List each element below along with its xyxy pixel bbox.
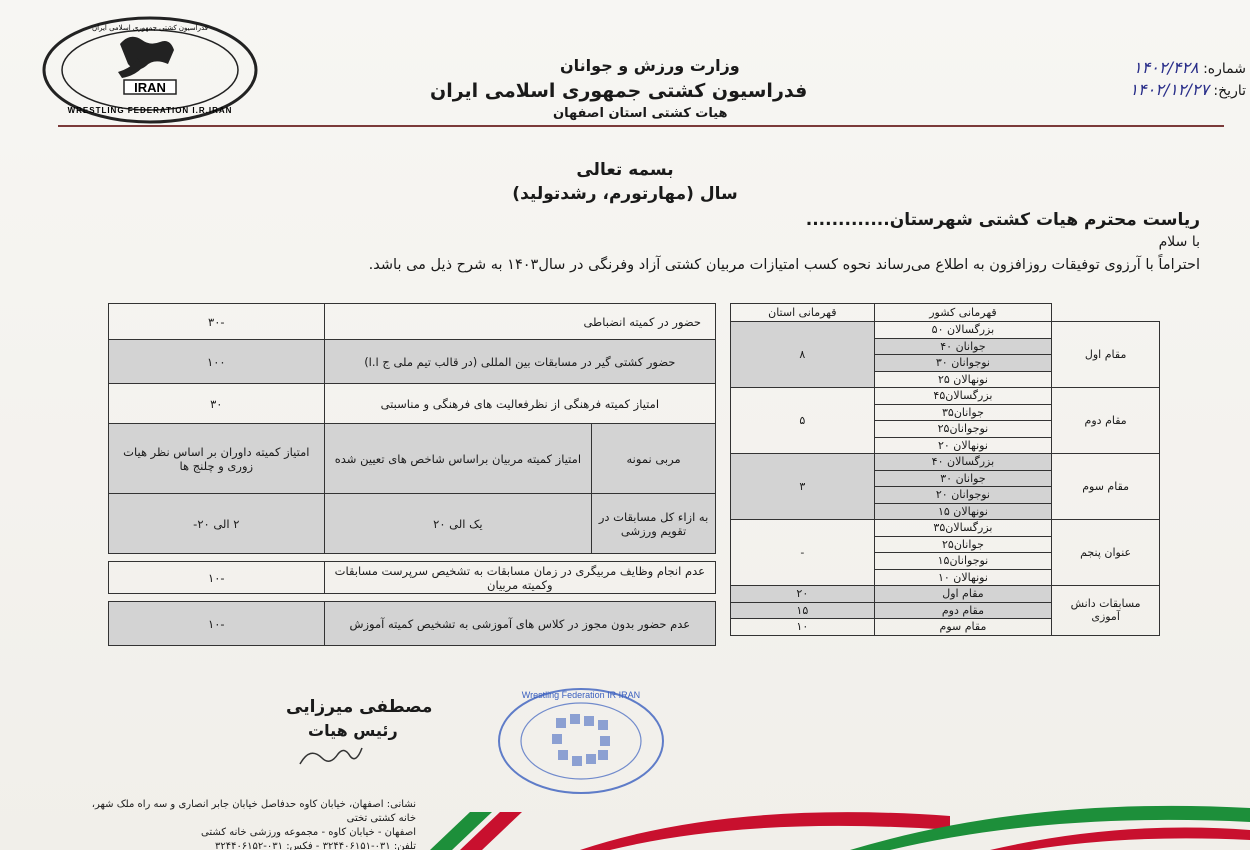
- greeting: با سلام: [1158, 234, 1200, 250]
- model-coach-label: مربی نمونه: [592, 424, 716, 494]
- ministry-name: وزارت ورزش و جوانان: [560, 56, 740, 75]
- address-line: اصفهان - خیابان کاوه - مجموعه ورزشی خانه کشتی: [201, 827, 416, 838]
- province-points: ۸: [731, 322, 875, 388]
- category-cell: نوجوانان ۳۰: [874, 355, 1052, 372]
- category-cell: جوانان ۴۰: [874, 338, 1052, 355]
- col-province-header: قهرمانی استان: [731, 304, 875, 322]
- category-cell: بزرگسالان۳۵: [874, 520, 1052, 537]
- referees-range: ۲ الی ۲۰-: [109, 494, 325, 554]
- duties-label: عدم انجام وظایف مربیگری در زمان مسابقات به تشخیص سرپرست مسابقات وکمیته مربیان: [324, 562, 715, 594]
- category-cell: جوانان۳۵: [874, 404, 1052, 421]
- logo-country: IRAN: [134, 80, 166, 95]
- category-cell: بزرگسالان ۵۰: [874, 322, 1052, 339]
- rank-cell: مقام دوم: [1052, 388, 1160, 454]
- letter-date: [1129, 80, 1246, 99]
- absence-value: -۱۰: [109, 602, 325, 646]
- official-stamp: [466, 686, 696, 796]
- bonus-penalty-table: [108, 303, 716, 646]
- signatory-name: مصطفی میرزایی: [286, 697, 433, 717]
- category-cell: نونهالان ۱۵: [874, 503, 1052, 520]
- student-rank: مقام سوم: [874, 619, 1052, 636]
- absence-label: عدم حضور بدون مجوز در کلاس های آموزشی به تشخیص کمیته آموزش: [324, 602, 715, 646]
- category-cell: نونهالان ۲۵: [874, 371, 1052, 388]
- stamp-text: Wrestling Federation IR IRAN: [521, 690, 641, 700]
- phone-fax-line: تلفن: ۰۳۱-۳۲۴۴۰۶۱۵۱ - فکس: ۰۳۱-۳۲۴۴۰۶۱۵۲: [214, 841, 416, 850]
- student-points: ۱۰: [731, 619, 875, 636]
- category-cell: نوجوانان ۲۰: [874, 487, 1052, 504]
- rank-cell: مقام اول: [1052, 322, 1160, 388]
- coaches-range: یک الی ۲۰: [324, 494, 592, 554]
- referees-committee-label: امتیاز کمیته داوران بر اساس نظر هیات زوری و چلنج ها: [109, 424, 325, 494]
- duties-value: -۱۰: [109, 562, 325, 594]
- number-label: شماره:: [1203, 61, 1246, 77]
- province-points: ۵: [731, 388, 875, 454]
- address-line: نشانی: اصفهان، خیابان کاوه حدفاصل خیابان جابر انصاری و سه راه ملک شهر، خانه کشتی تختی: [91, 799, 416, 824]
- category-cell: بزرگسالان ۴۰: [874, 454, 1052, 471]
- year-title: سال (مهارتورم، رشدتولید): [512, 184, 738, 204]
- coaches-committee-label: امتیاز کمیته مربیان براساس شاخص های تعیین شده: [324, 424, 592, 494]
- handwritten-signature: [296, 742, 366, 776]
- discipline-label: حضور در کمیته انضباطی: [324, 304, 715, 340]
- category-cell: جوانان ۳۰: [874, 470, 1052, 487]
- student-rank: مقام دوم: [874, 602, 1052, 619]
- student-label: مسابقات دانش آموزی: [1052, 586, 1160, 636]
- category-cell: نوجوانان۲۵: [874, 421, 1052, 438]
- header-divider: [58, 125, 1224, 127]
- category-cell: بزرگسالان۴۵: [874, 388, 1052, 405]
- student-points: ۱۵: [731, 602, 875, 619]
- cultural-label: امتیاز کمیته فرهنگی از نظرفعالیت های فرهنگی و مناسبتی: [324, 384, 715, 424]
- federation-logo: [42, 14, 264, 126]
- international-label: حضور کشتی گیر در مسابقات بین المللی (در قالب تیم ملی ج ا.ا): [324, 340, 715, 384]
- province-points: ۳: [731, 454, 875, 520]
- footer-address: [76, 798, 416, 850]
- category-cell: نونهالان ۲۰: [874, 437, 1052, 454]
- category-cell: جوانان۲۵: [874, 536, 1052, 553]
- logo-ring-text: فدراسیون کشتی جمهوری اسلامی ایران: [92, 24, 208, 32]
- date-label: تاریخ:: [1213, 83, 1246, 99]
- championship-points-table: [730, 303, 1160, 636]
- provincial-board: هیات کشتی استان اصفهان: [553, 106, 728, 121]
- category-cell: نونهالان ۱۰: [874, 569, 1052, 586]
- province-points: -: [731, 520, 875, 586]
- category-cell: نوجوانان۱۵: [874, 553, 1052, 570]
- cultural-value: ۳۰: [109, 384, 325, 424]
- col-country-header: قهرمانی کشور: [874, 304, 1052, 322]
- signatory-title: رئیس هیات: [308, 721, 398, 740]
- international-value: ۱۰۰: [109, 340, 325, 384]
- student-points: ۲۰: [731, 586, 875, 603]
- student-rank: مقام اول: [874, 586, 1052, 603]
- date-value: ۱۴۰۲/۱۲/۲۷: [1129, 80, 1209, 99]
- letter-number: [1133, 58, 1246, 77]
- recipient-line: ریاست محترم هیات کشتی شهرستان.............: [805, 210, 1200, 230]
- rank-cell: مقام سوم: [1052, 454, 1160, 520]
- letter-body: احتراماً با آرزوی توفیقات روزافزون به اطلاع می‌رساند نحوه کسب امتیازات مربیان کشتی آزاد وفرنگی در سال۱۴۰۳ به شرح ذیل می باشد.: [368, 257, 1200, 273]
- per-competition-label: به ازاء کل مسابقات در تقویم ورزشی: [592, 494, 716, 554]
- logo-bottom-text: WRESTLING FEDERATION I.R.IRAN: [67, 106, 233, 115]
- decorative-stripes: [430, 790, 1250, 850]
- federation-name: فدراسیون کشتی جمهوری اسلامی ایران: [430, 80, 808, 102]
- rank-cell: عنوان پنجم: [1052, 520, 1160, 586]
- number-value: ۱۴۰۲/۴۲۸: [1133, 58, 1199, 77]
- discipline-value: -۳۰: [109, 304, 325, 340]
- basmala: بسمه تعالی: [576, 160, 674, 180]
